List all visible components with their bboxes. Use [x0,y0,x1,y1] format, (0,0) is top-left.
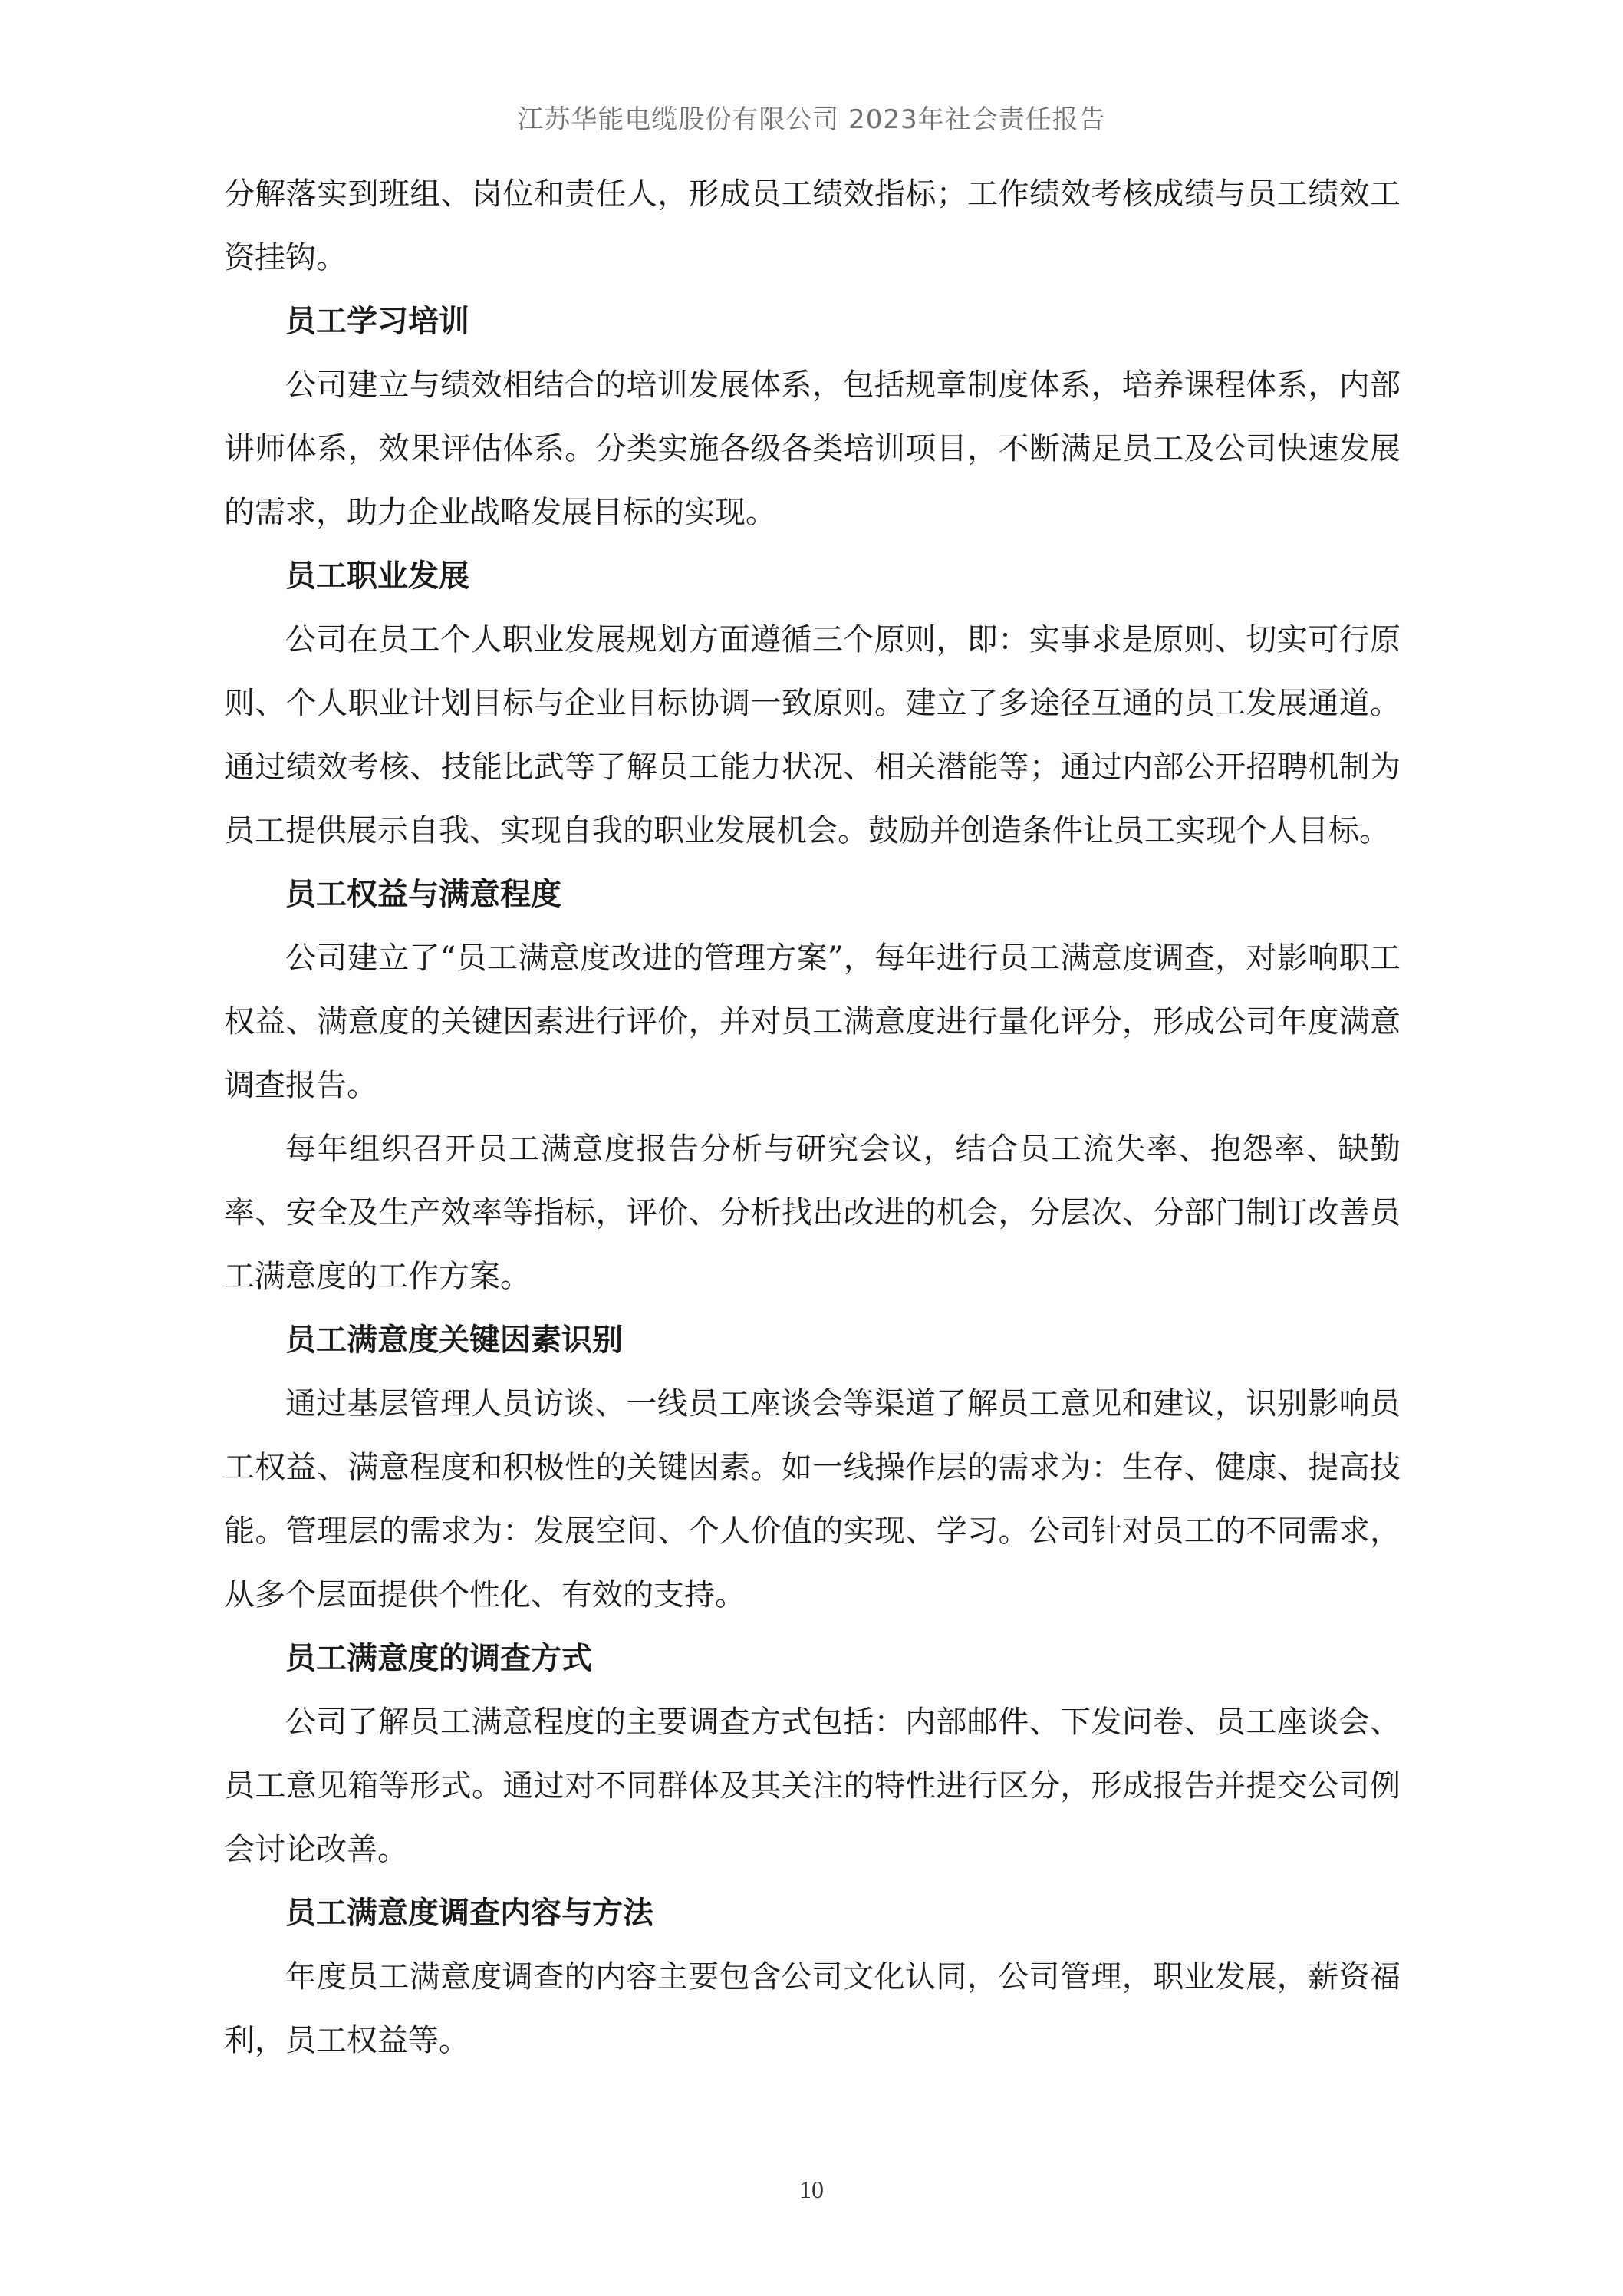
document-body [224,163,1401,2073]
section-heading-key-factors: 员工满意度关键因素识别 [285,1323,623,1358]
paragraph-career: 公司在员工个人职业发展规划方面遵循三个原则，即：实事求是原则、切实可行原则、个人职业计划目标与企业目标协调一致原则。建立了多途径互通的员工发展通道。通过绩效考核、技能比武等了解员工能力状况、相关潜能等；通过内部公开招聘机制为员工提供展示自我、实现自我的职业发展机会。鼓励并创造条件让员工实现个人目标。 [224,622,1401,848]
section-heading-rights-satisfaction: 员工权益与满意程度 [285,877,561,912]
paragraph-key-factors: 通过基层管理人员访谈、一线员工座谈会等渠道了解员工意见和建议，识别影响员工权益、满意程度和积极性的关键因素。如一线操作层的需求为：生存、健康、提高技能。管理层的需求为：发展空间、个人价值的实现、学习。公司针对员工的不同需求，从多个层面提供个性化、有效的支持。 [224,1386,1401,1612]
section-heading-career: 员工职业发展 [285,558,469,594]
section-heading-survey-content: 员工满意度调查内容与方法 [285,1896,653,1931]
paragraph-survey-methods: 公司了解员工满意程度的主要调查方式包括：内部邮件、下发问卷、员工座谈会、员工意见箱等形式。通过对不同群体及其关注的特性进行区分，形成报告并提交公司例会讨论改善。 [224,1705,1401,1867]
section-heading-survey-methods: 员工满意度的调查方式 [285,1641,592,1676]
paragraph-rights-satisfaction: 公司建立了“员工满意度改进的管理方案”，每年进行员工满意度调查，对影响职工权益、满意度的关键因素进行评价，并对员工满意度进行量化评分，形成公司年度满意调查报告。 [224,940,1401,1103]
page-header: 江苏华能电缆股份有限公司 2023年社会责任报告 [517,104,1106,135]
section-heading-training: 员工学习培训 [285,304,469,339]
paragraph-survey-content: 年度员工满意度调查的内容主要包含公司文化认同，公司管理，职业发展，薪资福利，员工权益等。 [224,1959,1401,2058]
paragraph-continued: 分解落实到班组、岗位和责任人，形成员工绩效指标；工作绩效考核成绩与员工绩效工资挂钩。 [224,176,1401,275]
page-number: 10 [799,2176,824,2203]
paragraph-training: 公司建立与绩效相结合的培训发展体系，包括规章制度体系，培养课程体系，内部讲师体系，效果评估体系。分类实施各级各类培训项目，不断满足员工及公司快速发展的需求，助力企业战略发展目标的实现。 [224,367,1401,530]
paragraph-satisfaction-meeting: 每年组织召开员工满意度报告分析与研究会议，结合员工流失率、抱怨率、缺勤率、安全及生产效率等指标，评价、分析找出改进的机会，分层次、分部门制订改善员工满意度的工作方案。 [224,1132,1401,1294]
